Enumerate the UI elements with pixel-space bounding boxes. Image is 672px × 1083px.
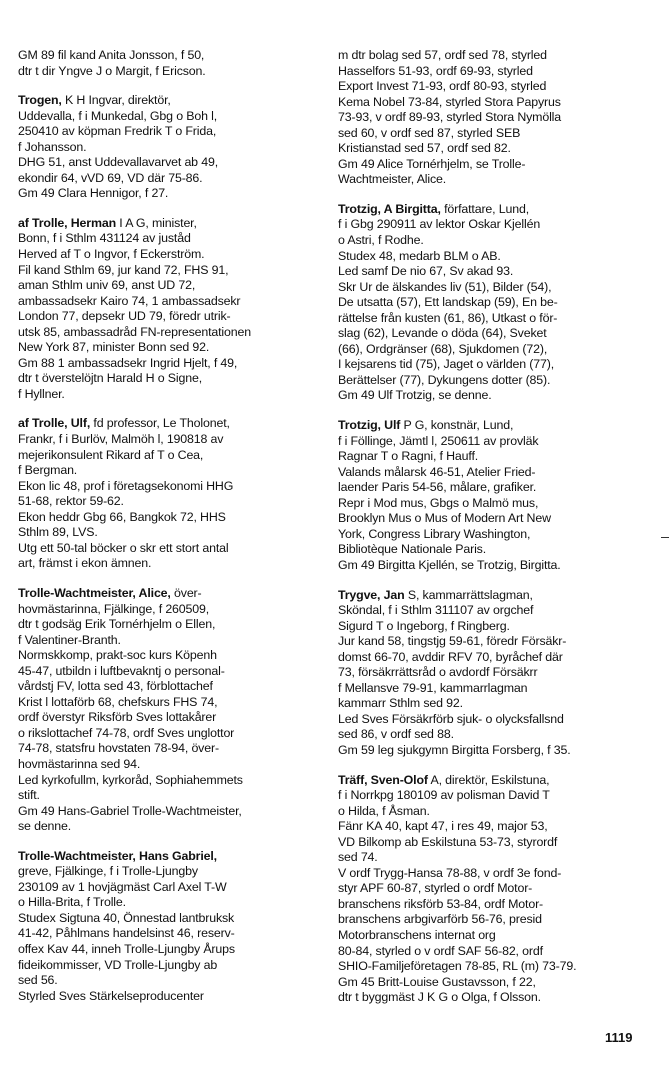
entry-line: Ekon heddr Gbg 66, Bangkok 72, HHS xyxy=(18,509,226,524)
entry-line: Sthlm 89, LVS. xyxy=(18,525,98,540)
entry-line: Sigurd T o Ingeborg, f Ringberg. xyxy=(338,618,510,633)
entry-line: ambassadsekr Kairo 74, 1 ambassadsekr xyxy=(18,293,241,308)
biography-entry xyxy=(338,48,638,188)
entry-line: aman Sthlm univ 69, anst UD 72, xyxy=(18,278,196,293)
margin-mark xyxy=(661,537,669,538)
entry-line: se denne. xyxy=(18,819,72,834)
entry-first-line xyxy=(338,418,638,434)
entry-line: f Mellansve 79-91, kammarrlagman xyxy=(338,680,528,695)
entry-first-line xyxy=(338,773,638,789)
entry-line: o Astri, f Rodhe. xyxy=(338,233,424,248)
entry-line: Skr Ur de älskandes liv (51), Bilder (54), xyxy=(338,279,552,294)
entry-line: Kema Nobel 73-84, styrled Stora Papyrus xyxy=(338,94,561,109)
entry-line: Gm 45 Britt-Louise Gustavsson, f 22, xyxy=(338,974,536,989)
entry-line: Motorbranschens internat org xyxy=(338,927,496,942)
entry-first-line xyxy=(18,216,318,232)
entry-line: f Johansson. xyxy=(18,139,87,154)
entry-line: Led samf De nio 67, Sv akad 93. xyxy=(338,264,514,279)
biography-entry xyxy=(18,849,318,1004)
entry-line: 73, försäkrrättsråd o avdordf Försäkrr xyxy=(338,665,538,680)
entry-headword: Trolle-Wachtmeister, Hans Gabriel, xyxy=(18,848,217,863)
entry-line: utsk 85, ambassadråd FN-representationen xyxy=(18,324,251,339)
entry-line: hovmästarinna, Fjälkinge, f 260509, xyxy=(18,601,210,616)
biography-entry xyxy=(338,588,638,759)
entry-line: 51-68, rektor 59-62. xyxy=(18,494,124,509)
entry-line: Led Sves Försäkrförb sjuk- o olycksfallsnd xyxy=(338,711,564,726)
entry-line: Gm 49 Birgitta Kjellén, se Trotzig, Birgitta. xyxy=(338,557,561,572)
entry-line: I kejsarens tid (75), Jaget o världen (77), xyxy=(338,357,555,372)
entry-line: o rikslottachef 74-78, ordf Sves unglottor xyxy=(18,725,235,740)
entry-first-line xyxy=(18,93,318,109)
entry-line: Export Invest 71-93, ordf 80-93, styrled xyxy=(338,79,547,94)
entry-line: Hasselfors 51-93, ordf 69-93, styrled xyxy=(338,63,533,78)
biography-entry xyxy=(338,773,638,1006)
biography-entry xyxy=(18,416,318,571)
entry-headword: Trotzig, A Birgitta, xyxy=(338,201,441,216)
entry-line: o Hilda, f Åsman. xyxy=(338,803,430,818)
entry-line: f Hyllner. xyxy=(18,386,65,401)
entry-line: (66), Ordgränser (68), Sjukdomen (72), xyxy=(338,341,548,356)
entry-line: 45-47, utbildn i luftbevakntj o personal- xyxy=(18,663,225,678)
entry-line: branschens riksförb 53-84, ordf Motor- xyxy=(338,896,544,911)
biography-entry xyxy=(18,216,318,403)
entry-line: vårdstj FV, lotta sed 43, förblottachef xyxy=(18,679,213,694)
entry-line: De utsatta (57), Ett landskap (59), En be- xyxy=(338,295,558,310)
entry-line: ekondir 64, vVD 69, VD där 75-86. xyxy=(18,170,203,185)
biography-entry xyxy=(18,48,318,79)
entry-line: Ragnar T o Ragni, f Hauff. xyxy=(338,449,479,464)
entry-headline-rest: författare, Lund, xyxy=(440,201,530,216)
entry-line: f i Norrkpg 180109 av polisman David T xyxy=(338,788,550,803)
entry-headline-rest: I A G, minister, xyxy=(116,215,197,230)
entry-headword: Trygve, Jan xyxy=(338,587,405,602)
entry-line: slag (62), Levande o döda (64), Sveket xyxy=(338,326,547,341)
entry-line: Wachtmeister, Alice. xyxy=(338,172,447,187)
entry-line: f Valentiner-Branth. xyxy=(18,632,121,647)
entry-line: Brooklyn Mus o Mus of Modern Art New xyxy=(338,511,551,526)
entry-line: Led kyrkofullm, kyrkoråd, Sophiahemmets xyxy=(18,772,243,787)
entry-line: hovmästarinna sed 94. xyxy=(18,756,141,771)
entry-line: dtr t överstelöjtn Harald H o Signe, xyxy=(18,371,202,386)
entry-line: Styrled Sves Stärkelseproducenter xyxy=(18,988,204,1003)
entry-line: mejerikonsulent Rikard af T o Cea, xyxy=(18,447,204,462)
entry-line: Repr i Mod mus, Gbgs o Malmö mus, xyxy=(338,495,539,510)
entry-line: sed 60, v ordf sed 87, styrled SEB xyxy=(338,125,521,140)
entry-line: Uddevalla, f i Munkedal, Gbg o Boh l, xyxy=(18,108,218,123)
entry-line: Kristianstad sed 57, ordf sed 82. xyxy=(338,141,511,156)
entry-headline-rest: fd professor, Le Tholonet, xyxy=(90,416,230,431)
entry-line: GM 89 fil kand Anita Jonsson, f 50, xyxy=(18,48,205,62)
entry-headword: Trolle-Wachtmeister, Alice, xyxy=(18,585,171,600)
entry-headline-rest: K H Ingvar, direktör, xyxy=(61,93,171,108)
entry-line: m dtr bolag sed 57, ordf sed 78, styrled xyxy=(338,48,547,62)
entry-line: Gm 49 Clara Hennigor, f 27. xyxy=(18,186,169,201)
entry-headword: af Trolle, Herman xyxy=(18,215,116,230)
entry-line: Utg ett 50-tal böcker o skr ett stort antal xyxy=(18,540,229,555)
entry-line: Gm 49 Ulf Trotzig, se denne. xyxy=(338,388,492,403)
entry-line: dtr t dir Yngve J o Margit, f Ericson. xyxy=(18,63,206,78)
entry-line: Ekon lic 48, prof i företagsekonomi HHG xyxy=(18,478,234,493)
entry-line: Valands målarsk 46-51, Atelier Fried- xyxy=(338,464,536,479)
right-column xyxy=(338,48,638,1020)
entry-line: Normskkomp, prakt-soc kurs Köpenh xyxy=(18,648,217,663)
entry-line: art, främst i ekon ämnen. xyxy=(18,556,152,571)
entry-line: sed 86, v ordf sed 88. xyxy=(338,727,454,742)
entry-line: Bibliotèque Nationale Paris. xyxy=(338,542,487,557)
entry-line: sed 74. xyxy=(338,850,378,865)
entry-line: styr APF 60-87, styrled o ordf Motor- xyxy=(338,881,533,896)
entry-headline-rest: över- xyxy=(170,585,202,600)
entry-line: greve, Fjälkinge, f i Trolle-Ljungby xyxy=(18,864,198,879)
entry-line: Gm 49 Alice Tornérhjelm, se Trolle- xyxy=(338,156,526,171)
entry-headword: Trogen, xyxy=(18,93,62,108)
entry-line: Herved af T o Ingvor, f Eckerström. xyxy=(18,247,205,262)
entry-line: f Bergman. xyxy=(18,463,78,478)
biography-entry xyxy=(338,202,638,404)
entry-headword: Trotzig, Ulf xyxy=(338,418,401,433)
entry-first-line xyxy=(338,202,638,218)
entry-line: Jur kand 58, tingstjg 59-61, föredr Försäkr- xyxy=(338,634,567,649)
entry-headline-rest: A, direktör, Eskilstuna, xyxy=(427,772,550,787)
entry-line: laender Paris 54-56, målare, grafiker. xyxy=(338,480,537,495)
entry-line: Krist l lottaförb 68, chefskurs FHS 74, xyxy=(18,694,218,709)
entry-line: VD Bilkomp ab Eskilstuna 53-73, styrordf xyxy=(338,834,558,849)
entry-first-line xyxy=(18,849,318,865)
entry-line: 73-93, v ordf 89-93, styrled Stora Nymölla xyxy=(338,110,562,125)
entry-line: York, Congress Library Washington, xyxy=(338,526,531,541)
entry-headword: Träff, Sven-Olof xyxy=(338,772,428,787)
entry-first-line xyxy=(18,586,318,602)
entry-line: kammarr Sthlm sed 92. xyxy=(338,696,463,711)
entry-first-line xyxy=(18,416,318,432)
entry-line: 230109 av 1 hovjägmäst Carl Axel T-W xyxy=(18,879,227,894)
entry-line: 80-84, styrled o v ordf SAF 56-82, ordf xyxy=(338,943,543,958)
entry-line: fideikommisser, VD Trolle-Ljungby ab xyxy=(18,957,218,972)
entry-line: Fil kand Sthlm 69, jur kand 72, FHS 91, xyxy=(18,262,229,277)
entry-line: Fänr KA 40, kapt 47, i res 49, major 53, xyxy=(338,819,548,834)
entry-line: f i Föllinge, Jämtl l, 250611 av provläk xyxy=(338,433,539,448)
entry-line: domst 66-70, avddir RFV 70, byråchef där xyxy=(338,649,563,664)
entry-line: rättelse från kusten (61, 86), Utkast o för- xyxy=(338,310,558,325)
entry-line: SHIO-Familjeföretagen 78-85, RL (m) 73-79. xyxy=(338,959,577,974)
entry-line: DHG 51, anst Uddevallavarvet ab 49, xyxy=(18,155,218,170)
entry-line: Frankr, f i Burlöv, Malmöh l, 190818 av xyxy=(18,432,224,447)
entry-line: sed 56. xyxy=(18,973,58,988)
entry-line: dtr t byggmäst J K G o Olga, f Olsson. xyxy=(338,990,541,1005)
entry-line: 250410 av köpman Fredrik T o Frida, xyxy=(18,124,217,139)
entry-line: ordf överstyr Riksförb Sves lottakårer xyxy=(18,710,217,725)
entry-line: Studex 48, medarb BLM o AB. xyxy=(338,248,501,263)
entry-line: London 77, depsekr UD 79, föredr utrik- xyxy=(18,309,231,324)
entry-line: 74-78, statsfru hovstaten 78-94, över- xyxy=(18,741,219,756)
biography-entry xyxy=(338,418,638,573)
entry-headword: af Trolle, Ulf, xyxy=(18,416,91,431)
entry-line: Gm 59 leg sjukgymn Birgitta Forsberg, f 35. xyxy=(338,742,571,757)
entry-line: Gm 88 1 ambassadsekr Ingrid Hjelt, f 49, xyxy=(18,355,238,370)
entry-headline-rest: S, kammarrättslagman, xyxy=(404,587,533,602)
entry-line: Studex Sigtuna 40, Önnestad lantbruksk xyxy=(18,910,235,925)
entry-line: f i Gbg 290911 av lektor Oskar Kjellén xyxy=(338,217,541,232)
entry-line: stift. xyxy=(18,788,40,803)
entry-line: Berättelser (77), Dykungens dotter (85). xyxy=(338,372,551,387)
entry-line: o Hilla-Brita, f Trolle. xyxy=(18,895,126,910)
entry-line: V ordf Trygg-Hansa 78-88, v ordf 3e fond- xyxy=(338,865,562,880)
entry-line: 41-42, Påhlmans handelsinst 46, reserv- xyxy=(18,926,235,941)
biography-entry xyxy=(18,93,318,202)
entry-line: Bonn, f i Sthlm 431124 av juståd xyxy=(18,231,191,246)
biography-entry xyxy=(18,586,318,835)
entry-line: branschens arbgivarförb 56-76, presid xyxy=(338,912,542,927)
entry-line: dtr t godsäg Erik Tornérhjelm o Ellen, xyxy=(18,617,216,632)
entry-line: offex Kav 44, inneh Trolle-Ljungby Årups xyxy=(18,941,235,956)
page-number: 1119 xyxy=(605,1030,633,1045)
entry-line: Sköndal, f i Sthlm 311107 av orgchef xyxy=(338,603,534,618)
entry-first-line xyxy=(338,588,638,604)
left-column xyxy=(18,48,318,1018)
entry-headline-rest: P G, konstnär, Lund, xyxy=(400,418,514,433)
entry-line: New York 87, minister Bonn sed 92. xyxy=(18,340,210,355)
entry-line: Gm 49 Hans-Gabriel Trolle-Wachtmeister, xyxy=(18,803,242,818)
